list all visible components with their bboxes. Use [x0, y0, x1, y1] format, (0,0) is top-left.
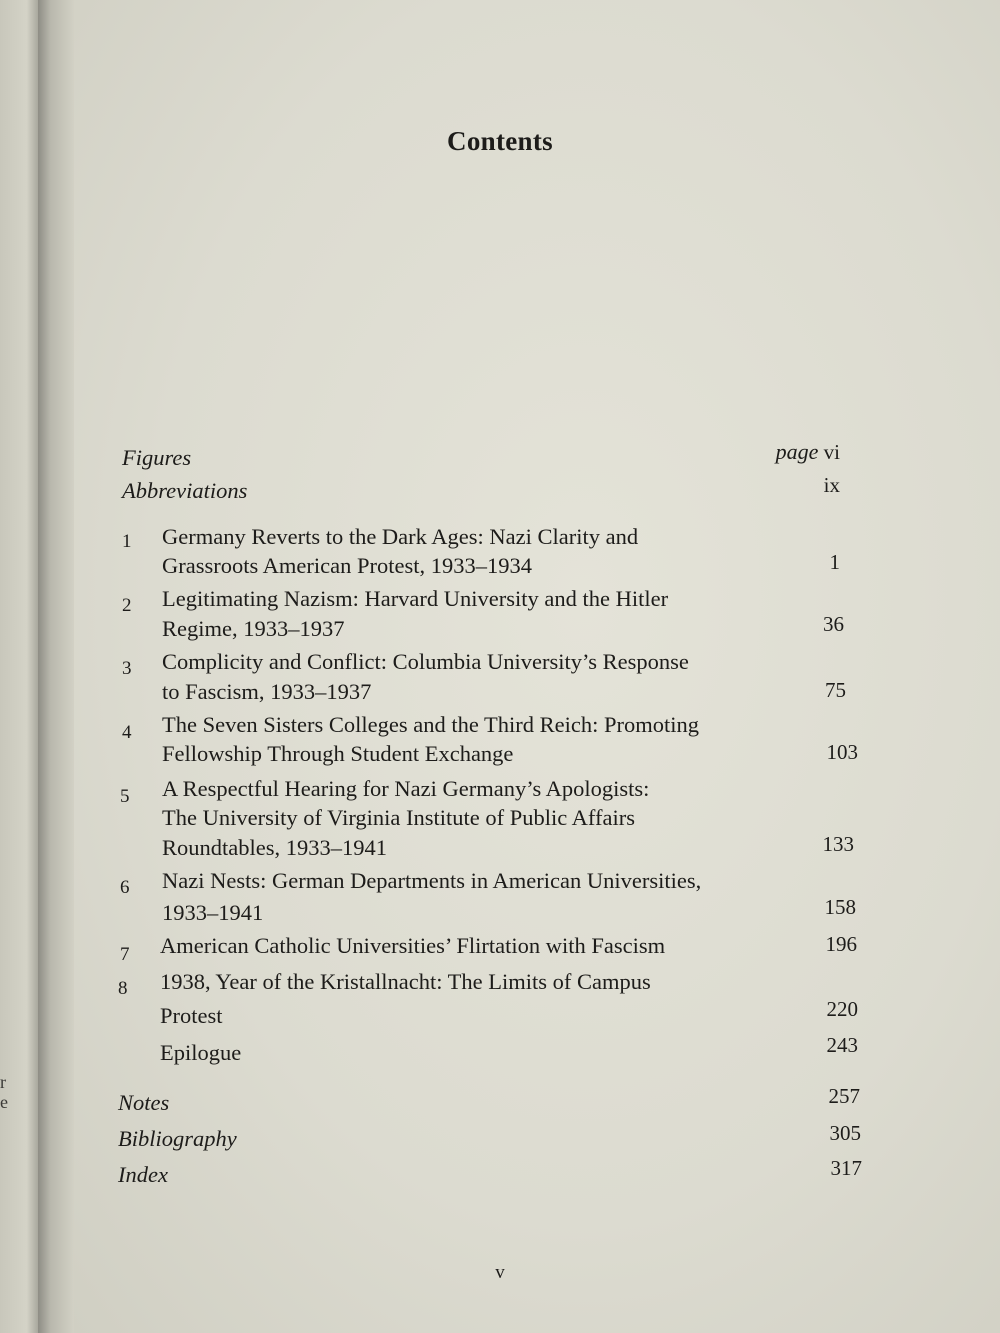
chapter-title-line: Regime, 1933–1937: [162, 616, 345, 641]
toc-entry-page: 257: [828, 1084, 860, 1108]
chapter-number: 3: [122, 658, 132, 679]
chapter-title-line: The Seven Sisters Colleges and the Third Reich: Promoting: [162, 712, 700, 737]
toc-entry-page: ix: [823, 473, 840, 497]
chapter-number: 4: [122, 722, 132, 743]
chapter-title-line: Protest: [160, 1003, 223, 1028]
chapter-title-line: 1938, Year of the Kristallnacht: The Limits of Campus: [160, 969, 651, 994]
chapter-number: 1: [122, 531, 132, 552]
toc-entry-title: Notes: [118, 1090, 170, 1115]
chapter-number: 7: [120, 944, 130, 965]
chapter-page: 158: [824, 895, 856, 919]
toc-entry-title: Abbreviations: [122, 478, 248, 503]
chapter-title-line: Roundtables, 1933–1941: [162, 835, 387, 860]
chapter-title-line: Legitimating Nazism: Harvard University and the Hitler: [162, 586, 669, 611]
chapter-page: 36: [823, 612, 844, 636]
chapter-title-line: American Catholic Universities’ Flirtation with Fascism: [160, 933, 666, 958]
epilogue-title: Epilogue: [160, 1040, 242, 1065]
chapter-title-line: Complicity and Conflict: Columbia University’s Response: [162, 649, 689, 674]
chapter-title-line: The University of Virginia Institute of Public Affairs: [162, 805, 635, 830]
chapter-title-line: Nazi Nests: German Departments in American Universities,: [162, 868, 702, 893]
chapter-page: 220: [826, 997, 858, 1021]
chapter-title-line: A Respectful Hearing for Nazi Germany’s Apologists:: [162, 776, 650, 801]
chapter-page: 103: [826, 740, 858, 764]
chapter-page: 1: [829, 550, 840, 574]
toc-entry-title: Figures: [122, 445, 192, 470]
page-title: Contents: [447, 126, 553, 156]
chapter-number: 6: [120, 877, 130, 898]
chapter-page: 196: [825, 932, 857, 956]
chapter-title-line: 1933–1941: [162, 900, 264, 925]
chapter-page: 133: [822, 832, 854, 856]
chapter-title-line: Grassroots American Protest, 1933–1934: [162, 553, 532, 578]
epilogue-page: 243: [826, 1033, 858, 1057]
chapter-title-line: Germany Reverts to the Dark Ages: Nazi Clarity and: [162, 524, 639, 549]
page-number: v: [495, 1262, 505, 1283]
toc-entry-page: 305: [829, 1121, 861, 1145]
chapter-title-line: to Fascism, 1933–1937: [162, 679, 372, 704]
toc-entry-title: Index: [118, 1162, 168, 1187]
chapter-number: 2: [122, 595, 132, 616]
chapter-number: 8: [118, 978, 128, 999]
facing-page-edge-text: r e: [0, 1072, 8, 1112]
toc-entry-page: 317: [830, 1156, 862, 1180]
toc-entry-page: page vi: [775, 439, 840, 464]
toc-entry-title: Bibliography: [118, 1126, 237, 1151]
chapter-title-line: Fellowship Through Student Exchange: [162, 741, 514, 766]
chapter-number: 5: [120, 786, 130, 807]
chapter-page: 75: [825, 678, 846, 702]
